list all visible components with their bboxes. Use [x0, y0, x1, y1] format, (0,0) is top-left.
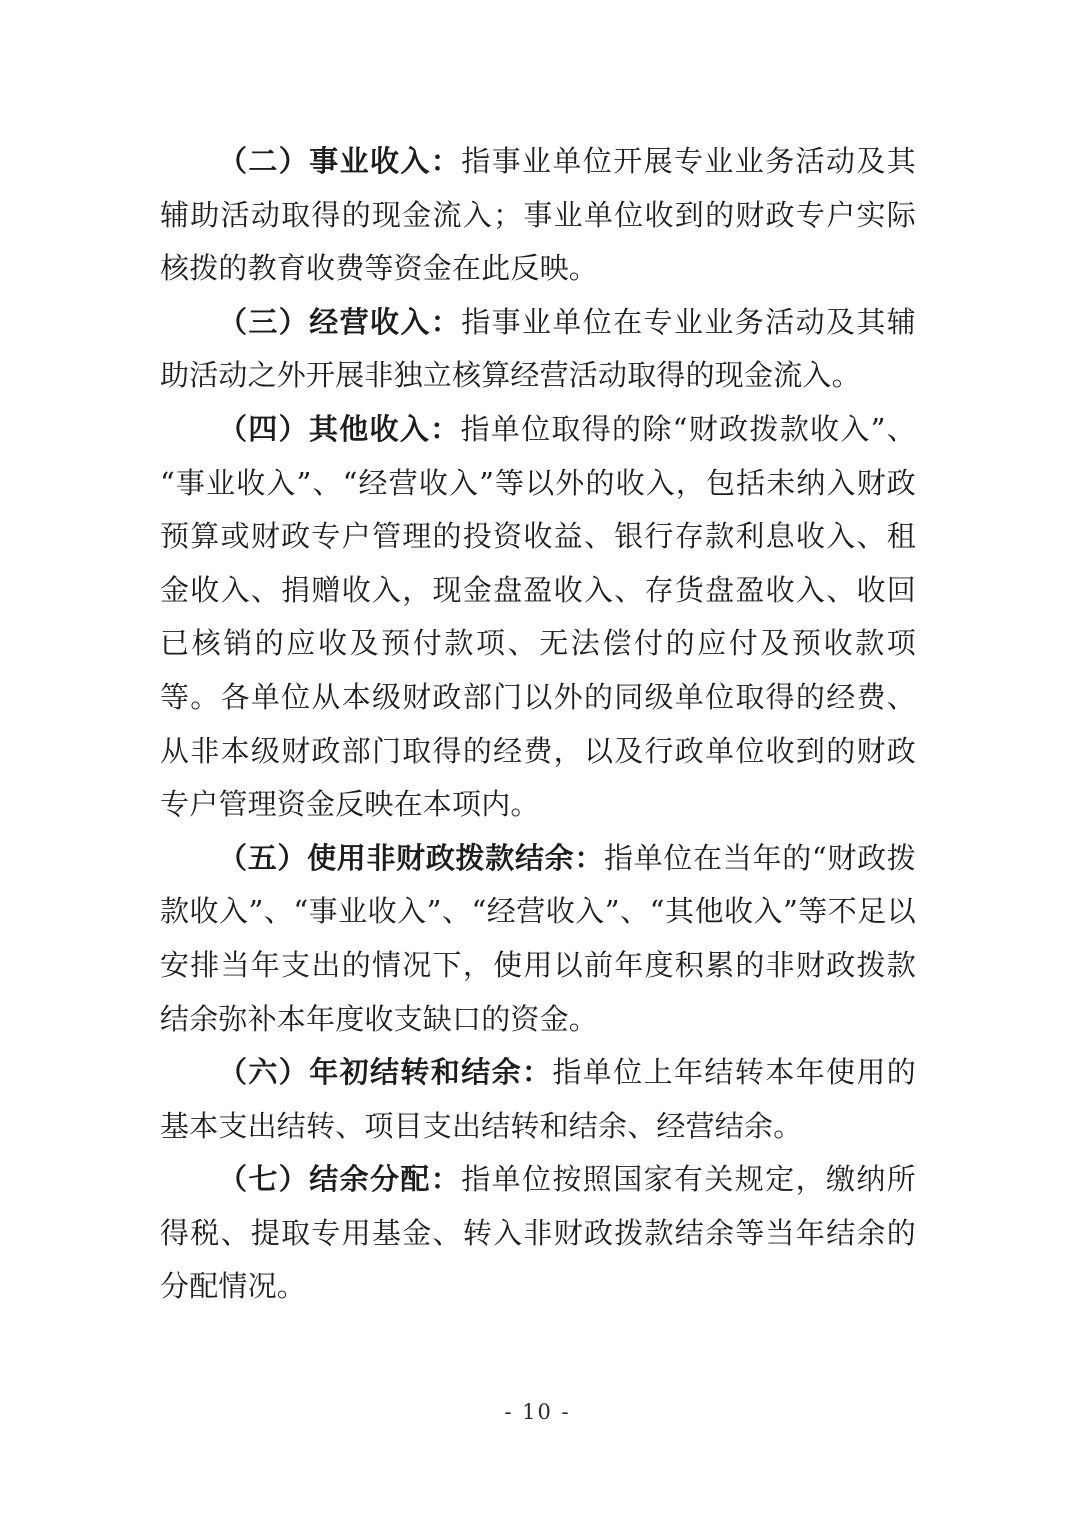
paragraph-body: 指单位取得的除“财政拨款收入”、“事业收入”、“经营收入”等以外的收入，包括未纳入财政预算或财政专户管理的投资收益、银行存款利息收入、租金收入、捐赠收入，现金盘盈收入、存货盘盈收入、收回已核销的应收及预付款项、无法偿付的应付及预收款项等。各单位从本级财政部门以外的同级单位取得的经费、从非本级财政部门取得的经费，以及行政单位收到的财政专户管理资金反映在本项内。	[160, 411, 916, 822]
document-body	[160, 135, 916, 1314]
paragraph-body: 指单位在当年的“财政拨款收入”、“事业收入”、“经营收入”、“其他收入”等不足以安排当年支出的情况下，使用以前年度积累的非财政拨款结余弥补本年度收支缺口的资金。	[160, 840, 916, 1036]
paragraph-2-shiye-shouru	[160, 135, 916, 296]
page-number: - 10 -	[504, 1400, 571, 1424]
paragraph-6-nianchu-jiezhuan	[160, 1046, 916, 1153]
paragraph-head: （二）事业收入：	[218, 144, 462, 178]
paragraph-body: 指单位上年结转本年使用的基本支出结转、项目支出结转和结余、经营结余。	[160, 1055, 917, 1143]
paragraph-head: （五）使用非财政拨款结余：	[218, 840, 605, 875]
paragraph-7-jieyu-fenpei	[160, 1153, 916, 1314]
paragraph-body: 指事业单位在专业业务活动及其辅助活动之外开展非独立核算经营活动取得的现金流入。	[160, 304, 916, 393]
paragraph-3-jingying-shouru	[160, 296, 916, 403]
page-footer	[0, 1400, 1075, 1424]
paragraph-head: （七）结余分配：	[218, 1162, 462, 1197]
paragraph-head: （四）其他收入：	[218, 411, 461, 446]
paragraph-4-qita-shouru	[160, 403, 916, 832]
paragraph-head: （三）经营收入：	[218, 304, 462, 339]
paragraph-body: 指事业单位开展专业业务活动及其辅助活动取得的现金流入；事业单位收到的财政专户实际核拨的教育收费等资金在此反映。	[160, 144, 916, 286]
paragraph-body: 指单位按照国家有关规定，缴纳所得税、提取专用基金、转入非财政拨款结余等当年结余的分配情况。	[160, 1162, 916, 1304]
paragraph-head: （六）年初结转和结余：	[218, 1055, 553, 1090]
paragraph-5-feicaizheng-bokuan-jieyu	[160, 832, 916, 1046]
